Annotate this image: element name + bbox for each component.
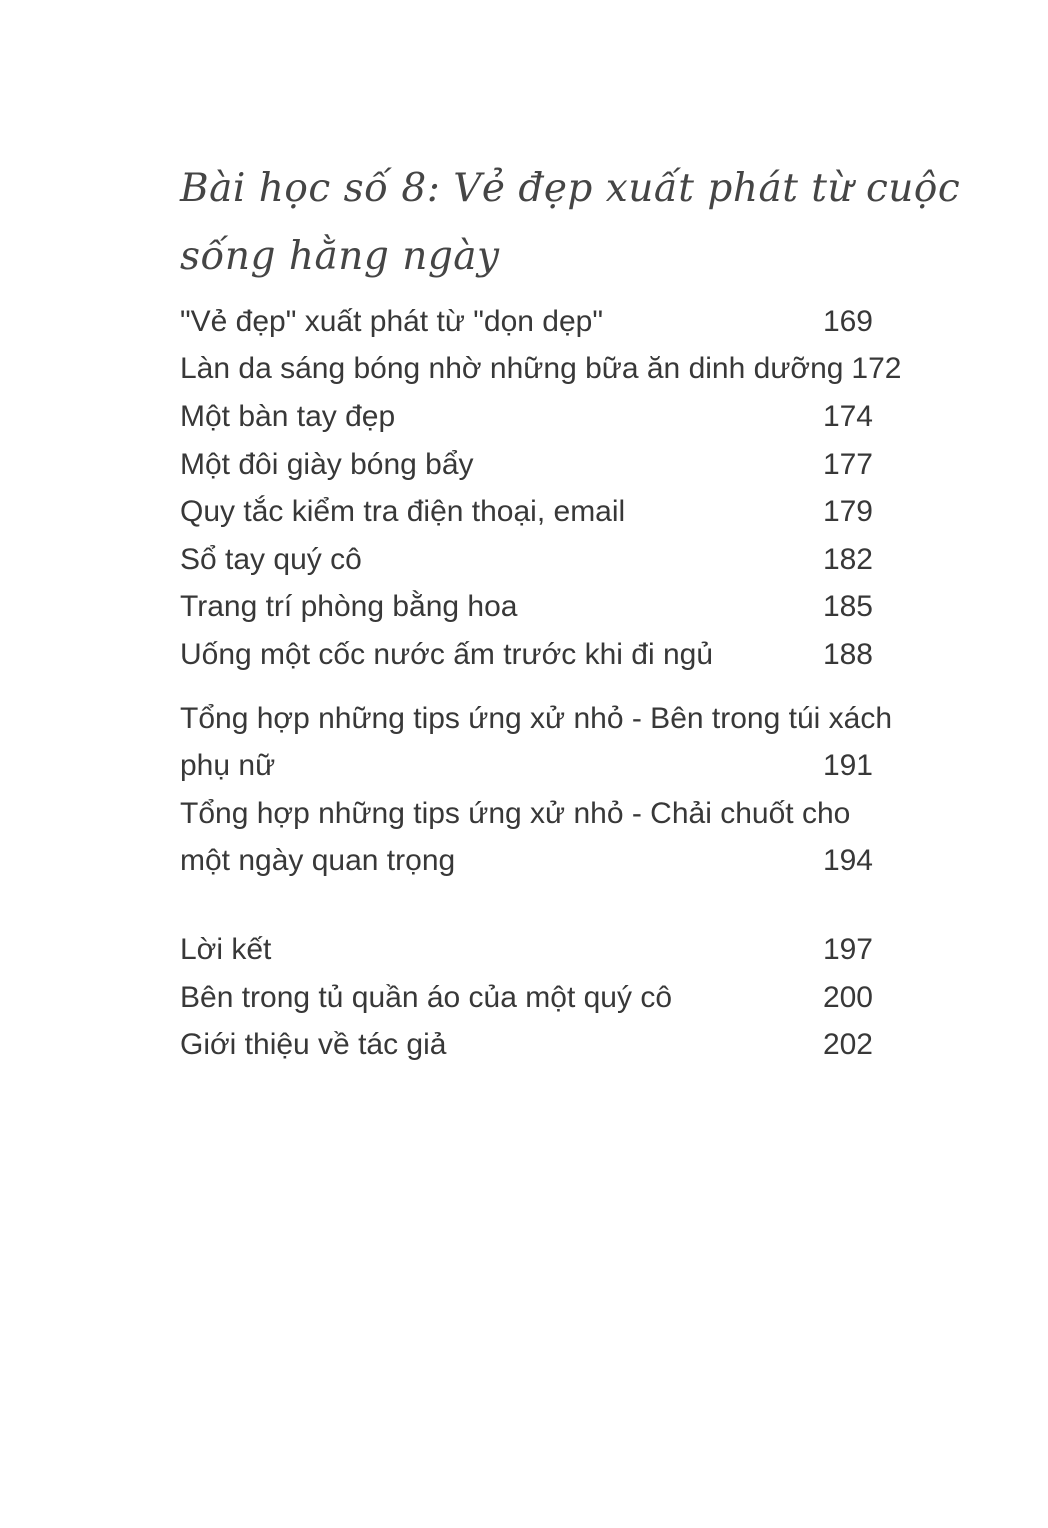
- toc-entry-title: Một bàn tay đẹp: [180, 399, 396, 433]
- toc-entry-title: Quy tắc kiểm tra điện thoại, email: [180, 495, 626, 529]
- toc-entry-page-number: 169: [822, 304, 873, 338]
- toc-row: [180, 974, 873, 1022]
- toc-section: [180, 926, 873, 1069]
- toc-entry-page-number: 172: [851, 352, 902, 386]
- toc-entry-page-number: 174: [822, 399, 873, 433]
- toc-entry-title: một ngày quan trọng: [180, 844, 456, 878]
- toc-entry-page-number: 200: [822, 980, 873, 1014]
- toc-section: [180, 695, 893, 885]
- chapter-heading: [180, 155, 961, 291]
- toc-row: [180, 742, 873, 790]
- toc-entry-page-number: 182: [822, 542, 873, 576]
- toc-row: [180, 536, 873, 584]
- toc-list: [180, 298, 902, 1069]
- toc-row: [180, 790, 873, 838]
- toc-row: [180, 298, 873, 346]
- toc-entry-title: phụ nữ: [180, 749, 276, 783]
- toc-row: [180, 441, 873, 489]
- chapter-heading-line-2: sống hằng ngày: [180, 234, 500, 279]
- toc-row: [180, 838, 873, 886]
- toc-entry-title: Uống một cốc nước ấm trước khi đi ngủ: [180, 637, 714, 671]
- toc-section: [180, 298, 902, 679]
- toc-entry-title: Tổng hợp những tips ứng xử nhỏ - Bên trong túi xách: [180, 701, 893, 735]
- toc-entry-page-number: 188: [822, 637, 873, 671]
- toc-row: [180, 695, 893, 743]
- toc-row: [180, 584, 873, 632]
- toc-entry-title: Giới thiệu về tác giả: [180, 1028, 447, 1062]
- toc-entry-page-number: 197: [822, 932, 873, 966]
- toc-entry-title: Sổ tay quý cô: [180, 542, 362, 576]
- toc-row: [180, 346, 902, 394]
- toc-entry-page-number: 194: [822, 844, 873, 878]
- toc-row: [180, 393, 873, 441]
- toc-entry-title: Tổng hợp những tips ứng xử nhỏ - Chải chuốt cho: [180, 796, 851, 830]
- toc-entry-title: Trang trí phòng bằng hoa: [180, 590, 518, 624]
- toc-row: [180, 1021, 873, 1069]
- toc-entry-page-number: 179: [822, 495, 873, 529]
- toc-entry-title: Bên trong tủ quần áo của một quý cô: [180, 980, 672, 1014]
- toc-entry-title: Một đôi giày bóng bẩy: [180, 447, 474, 481]
- chapter-heading-line-1: Bài học số 8: Vẻ đẹp xuất phát từ cuộc: [180, 166, 961, 211]
- toc-row: [180, 631, 873, 679]
- toc-entry-page-number: 177: [822, 447, 873, 481]
- toc-row: [180, 926, 873, 974]
- toc-entry-page-number: 191: [822, 749, 873, 783]
- toc-entry-title: "Vẻ đẹp" xuất phát từ "dọn dẹp": [180, 304, 603, 338]
- toc-entry-page-number: 202: [822, 1028, 873, 1062]
- toc-entry-title: Làn da sáng bóng nhờ những bữa ăn dinh dưỡng: [180, 352, 844, 386]
- toc-entry-title: Lời kết: [180, 932, 272, 966]
- toc-row: [180, 488, 873, 536]
- toc-entry-page-number: 185: [822, 590, 873, 624]
